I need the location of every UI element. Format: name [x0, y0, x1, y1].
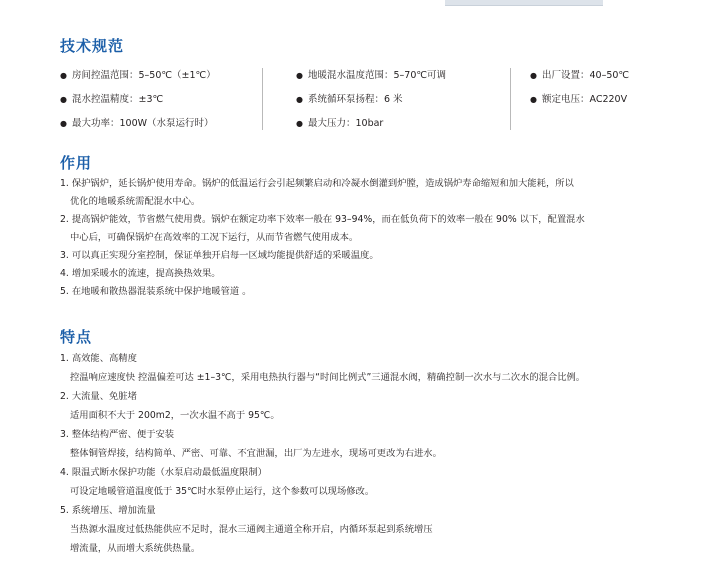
bullet-icon: ●	[530, 71, 537, 80]
spec-item	[530, 94, 627, 106]
feature-desc: 控温响应速度快 控温偏差可达 ±1–3℃，采用电热执行器与“时间比例式”三通混水阀，精确控制一次水与二次水的混合比例。	[70, 372, 586, 383]
paragraph-line: 中心后，可确保锅炉在高效率的工况下运行，从而节省燃气使用成本。	[70, 232, 359, 243]
spec-item	[60, 118, 214, 130]
spec-text: 系统循环泵扬程：6 米	[307, 94, 403, 105]
feature-title: 4. 限温式断水保护功能（水泵启动最低温度限制）	[60, 467, 268, 478]
feature-desc: 当热源水温度过低热能供应不足时，混水三通阀主通道全称开启，内循环泵起到系统增压	[70, 524, 433, 535]
bullet-icon: ●	[60, 119, 67, 128]
spec-text: 额定电压：AC220V	[541, 94, 628, 105]
spec-text: 地暖混水温度范围：5–70℃可调	[307, 70, 447, 81]
bullet-icon: ●	[60, 71, 67, 80]
feature-desc: 整体铜管焊接，结构简单、严密、可靠、不宜泄漏，出厂为左进水，现场可更改为右进水。	[70, 448, 442, 459]
spec-item	[60, 94, 163, 106]
feature-desc: 适用面积不大于 200m2，一次水温不高于 95℃。	[70, 410, 280, 421]
feature-title: 1. 高效能、高精度	[60, 353, 137, 364]
feature-title: 3. 整体结构严密、便于安装	[60, 429, 175, 440]
spec-item	[296, 70, 446, 82]
spec-item	[530, 70, 629, 82]
paragraph-line: 3. 可以真正实现分室控制，保证单独开启每一区域均能提供舒适的采暖温度。	[60, 250, 379, 261]
spec-item	[60, 70, 216, 82]
spec-item	[296, 94, 403, 106]
column-divider	[262, 68, 263, 130]
bullet-icon: ●	[296, 71, 303, 80]
paragraph-line: 优化的地暖系统需配混水中心。	[70, 196, 201, 207]
features-heading: 特点	[60, 328, 93, 346]
spec-text: 最大功率：100W（水泵运行时）	[71, 118, 214, 129]
column-divider	[510, 68, 511, 130]
function-heading: 作用	[60, 154, 93, 172]
feature-title: 5. 系统增压、增加流量	[60, 505, 156, 516]
spec-text: 房间控温范围：5–50℃（±1℃）	[71, 70, 216, 81]
bullet-icon: ●	[530, 95, 537, 104]
feature-desc: 增流量，从而增大系统供热量。	[70, 543, 201, 554]
spec-text: 出厂设置：40–50℃	[541, 70, 630, 81]
bullet-icon: ●	[296, 119, 303, 128]
top-image-edge	[445, 0, 603, 6]
bullet-icon: ●	[60, 95, 67, 104]
paragraph-line: 4. 增加采暖水的流速，提高换热效果。	[60, 268, 221, 279]
feature-desc: 可设定地暖管道温度低于 35℃时水泵停止运行，这个参数可以现场修改。	[70, 486, 375, 497]
paragraph-line: 1. 保护锅炉，延长锅炉使用寿命。锅炉的低温运行会引起频繁启动和冷凝水倒灌到炉膛，造成锅炉寿命缩短和加大能耗，所以	[60, 178, 574, 189]
spec-text: 混水控温精度：±3℃	[71, 94, 164, 105]
bullet-icon: ●	[296, 95, 303, 104]
spec-text: 最大压力：10bar	[307, 118, 384, 129]
specs-heading: 技术规范	[60, 37, 125, 55]
feature-title: 2. 大流量、免脏堵	[60, 391, 137, 402]
spec-item	[296, 118, 383, 130]
paragraph-line: 5. 在地暖和散热器混装系统中保护地暖管道 。	[60, 286, 252, 297]
paragraph-line: 2. 提高锅炉能效，节省燃气使用费。锅炉在额定功率下效率一般在 93–94%，而在低负荷下的效率一般在 90% 以下，配置混水	[60, 214, 585, 225]
